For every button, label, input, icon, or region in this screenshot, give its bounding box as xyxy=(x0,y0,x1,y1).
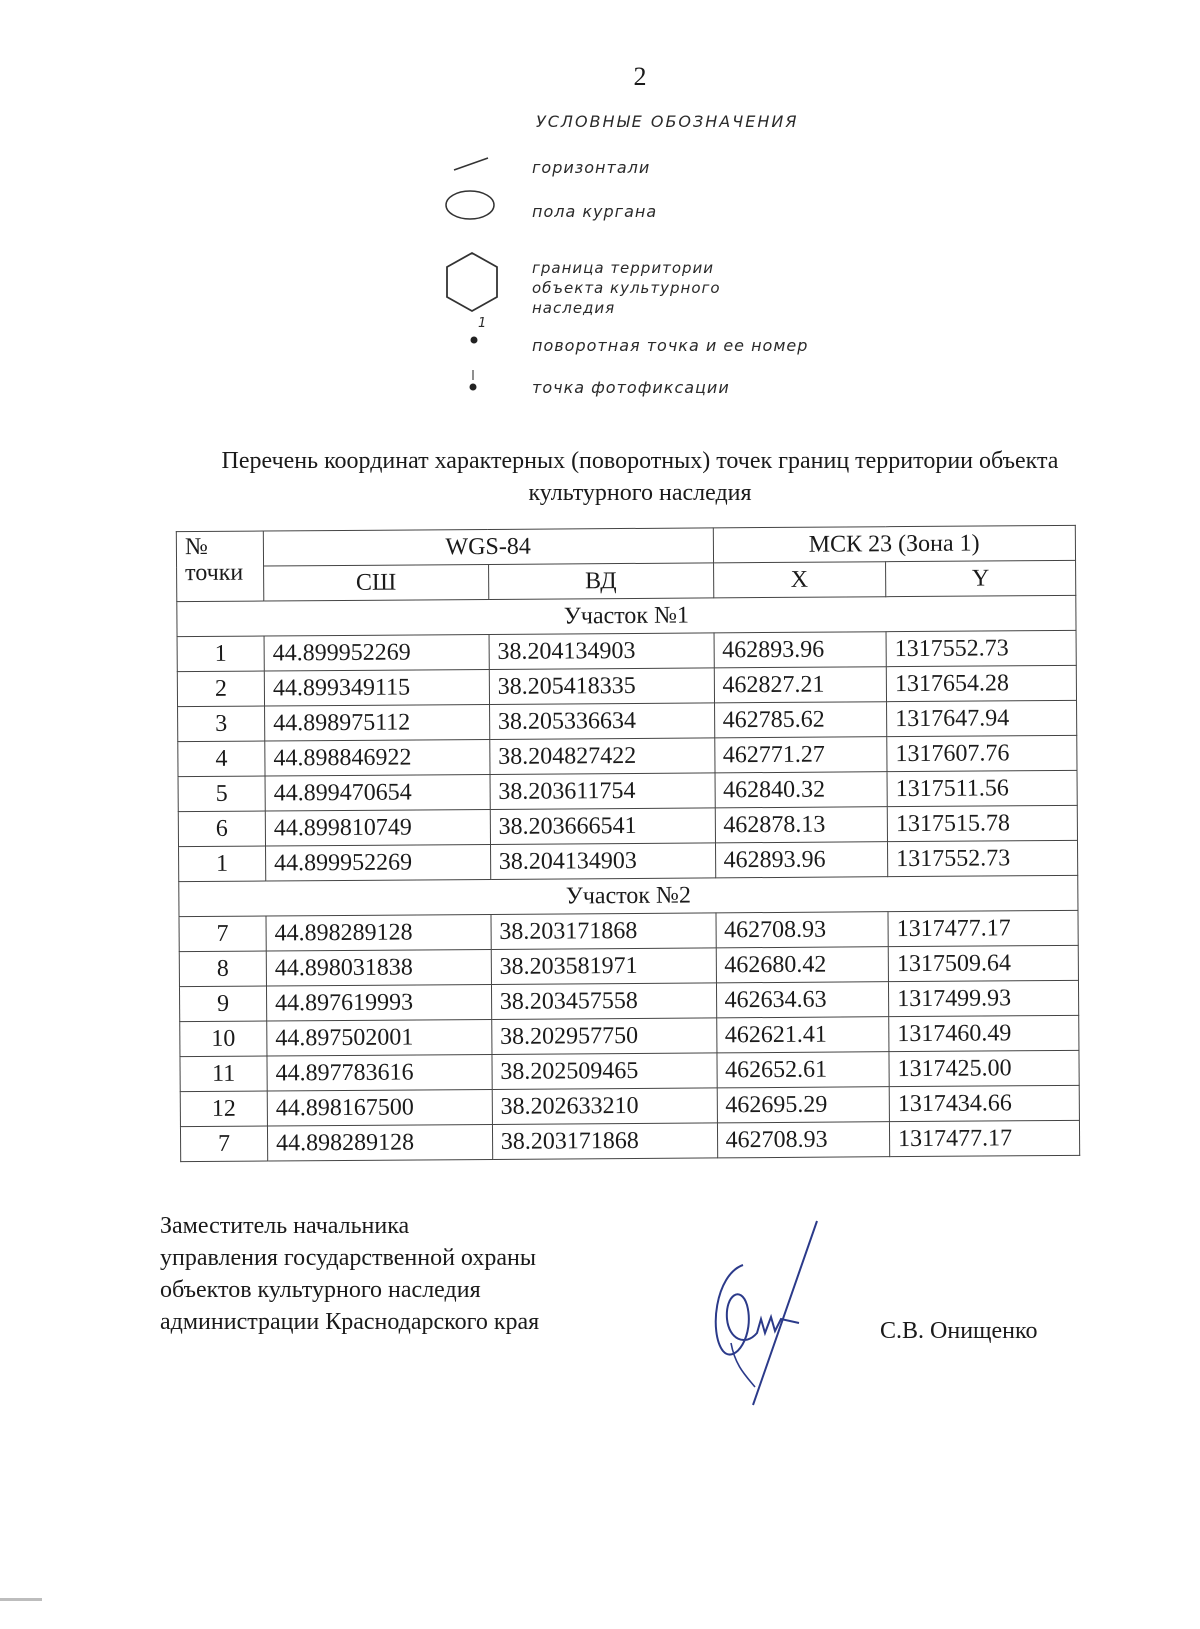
table-row xyxy=(180,1085,1079,1126)
header-x: X xyxy=(713,562,886,598)
table-row xyxy=(179,980,1078,1021)
cell-point-number: 1 xyxy=(179,846,266,882)
cell-latitude: 44.899470654 xyxy=(265,774,490,811)
signer-position-line: объектов культурного наследия xyxy=(160,1277,481,1303)
signer-position-line: управления государственной охраны xyxy=(160,1245,536,1271)
contour-line-icon xyxy=(452,154,492,174)
cell-y: 1317654.28 xyxy=(886,665,1076,701)
cell-point-number: 7 xyxy=(180,1126,267,1162)
cell-point-number: 10 xyxy=(180,1021,267,1057)
cell-x: 462840.32 xyxy=(715,772,888,808)
cell-x: 462621.41 xyxy=(716,1017,889,1053)
scan-edge-mark xyxy=(0,1598,42,1601)
header-y: Y xyxy=(886,560,1076,596)
signer-position-line: администрации Краснодарского края xyxy=(160,1309,540,1335)
cell-latitude: 44.898289128 xyxy=(266,914,491,951)
header-msk23: МСК 23 (Зона 1) xyxy=(713,525,1076,563)
cell-x: 462708.93 xyxy=(715,912,888,948)
cell-y: 1317515.78 xyxy=(887,805,1077,841)
cell-y: 1317499.93 xyxy=(889,980,1079,1016)
cell-x: 462634.63 xyxy=(716,982,889,1018)
cell-latitude: 44.898031838 xyxy=(266,949,491,986)
cell-y: 1317509.64 xyxy=(888,945,1078,981)
cell-y: 1317477.17 xyxy=(889,1120,1079,1156)
cell-x: 462785.62 xyxy=(714,702,887,738)
cell-point-number: 11 xyxy=(180,1056,267,1092)
turning-point-icon xyxy=(468,334,480,346)
section-title: Участок №2 xyxy=(179,875,1078,916)
cell-y: 1317425.00 xyxy=(889,1050,1079,1086)
cell-point-number: 7 xyxy=(179,916,266,952)
table-row xyxy=(178,735,1077,776)
cell-longitude: 38.205418335 xyxy=(489,668,714,705)
table-row xyxy=(178,805,1077,846)
header-latitude: СШ xyxy=(264,564,489,601)
cell-x: 462680.42 xyxy=(716,947,889,983)
signer-position xyxy=(160,1210,620,1338)
cell-x: 462652.61 xyxy=(716,1052,889,1088)
cell-point-number: 8 xyxy=(179,951,266,987)
cell-point-number: 6 xyxy=(178,811,265,847)
cell-x: 462893.96 xyxy=(714,632,887,668)
cell-y: 1317511.56 xyxy=(887,770,1077,806)
header-point-number: № точки xyxy=(176,531,263,602)
cell-x: 462695.29 xyxy=(717,1087,890,1123)
cell-latitude: 44.898975112 xyxy=(265,704,490,741)
legend-label-turning-point: поворотная точка и ее номер xyxy=(532,336,809,355)
cell-longitude: 38.203171868 xyxy=(492,1123,717,1160)
legend-label-mound: пола кургана xyxy=(532,202,658,221)
cell-point-number: 12 xyxy=(180,1091,267,1127)
cell-latitude: 44.898846922 xyxy=(265,739,490,776)
cell-point-number: 2 xyxy=(177,671,264,707)
coordinates-body xyxy=(177,595,1080,1161)
cell-latitude: 44.899952269 xyxy=(266,844,491,881)
legend-label-photo-point: точка фотофиксации xyxy=(532,378,730,397)
cell-x: 462708.93 xyxy=(717,1122,890,1158)
cell-latitude: 44.899810749 xyxy=(265,809,490,846)
cell-latitude: 44.899349115 xyxy=(264,669,489,706)
cell-point-number: 3 xyxy=(178,706,265,742)
ellipse-icon xyxy=(444,188,500,224)
cell-y: 1317552.73 xyxy=(888,840,1078,876)
cell-latitude: 44.897619993 xyxy=(266,984,491,1021)
cell-y: 1317607.76 xyxy=(887,735,1077,771)
table-row xyxy=(177,665,1076,706)
cell-latitude: 44.897502001 xyxy=(267,1019,492,1056)
turning-point-marker: 1 xyxy=(478,316,488,331)
page-number: 2 xyxy=(633,62,647,91)
cell-latitude: 44.898167500 xyxy=(267,1089,492,1126)
cell-longitude: 38.203581971 xyxy=(491,948,716,985)
cell-longitude: 38.203457558 xyxy=(491,983,716,1020)
cell-x: 462827.21 xyxy=(714,667,887,703)
cell-latitude: 44.898289128 xyxy=(267,1124,492,1161)
cell-point-number: 4 xyxy=(178,741,265,777)
cell-longitude: 38.203611754 xyxy=(490,773,715,810)
legend-heading: УСЛОВНЫЕ ОБОЗНАЧЕНИЯ xyxy=(536,112,799,131)
cell-point-number: 1 xyxy=(177,636,264,672)
legend-label-boundary: граница территории объекта культурного наследия xyxy=(532,259,721,317)
cell-longitude: 38.202633210 xyxy=(492,1088,717,1125)
photo-point-icon xyxy=(466,368,480,394)
cell-y: 1317477.17 xyxy=(888,910,1078,946)
table-row xyxy=(178,770,1077,811)
header-wgs84: WGS-84 xyxy=(263,528,713,566)
cell-y: 1317552.73 xyxy=(886,630,1076,666)
cell-y: 1317434.66 xyxy=(889,1085,1079,1121)
table-row xyxy=(179,910,1078,951)
signer-position-line: Заместитель начальника xyxy=(160,1213,410,1239)
table-row xyxy=(179,945,1078,986)
cell-point-number: 5 xyxy=(178,776,265,812)
cell-longitude: 38.202509465 xyxy=(492,1053,717,1090)
document-title: Перечень координат характерных (поворотных) точек границ территории объекта культурного наследия xyxy=(221,448,1059,506)
table-row xyxy=(180,1015,1079,1056)
cell-y: 1317460.49 xyxy=(889,1015,1079,1051)
cell-latitude: 44.899952269 xyxy=(264,634,489,671)
section-title: Участок №1 xyxy=(177,595,1076,636)
cell-longitude: 38.204134903 xyxy=(490,843,715,880)
cell-x: 462878.13 xyxy=(715,807,888,843)
cell-y: 1317647.94 xyxy=(887,700,1077,736)
signer-name: С.В. Онищенко xyxy=(880,1318,1038,1344)
cell-point-number: 9 xyxy=(179,986,266,1022)
cell-longitude: 38.203171868 xyxy=(491,913,716,950)
table-row xyxy=(177,630,1076,671)
header-longitude: ВД xyxy=(488,563,713,600)
table-row xyxy=(178,700,1077,741)
table-row xyxy=(180,1120,1079,1161)
cell-x: 462771.27 xyxy=(714,737,887,773)
legend-label-contours: горизонтали xyxy=(532,158,651,177)
table-row xyxy=(180,1050,1079,1091)
cell-longitude: 38.203666541 xyxy=(490,808,715,845)
hexagon-icon xyxy=(442,250,502,316)
legend xyxy=(450,110,910,410)
cell-longitude: 38.205336634 xyxy=(489,703,714,740)
cell-latitude: 44.897783616 xyxy=(267,1054,492,1091)
cell-longitude: 38.204134903 xyxy=(489,633,714,670)
table-row xyxy=(179,840,1078,881)
coordinates-table xyxy=(176,525,1080,1162)
cell-longitude: 38.202957750 xyxy=(491,1018,716,1055)
cell-x: 462893.96 xyxy=(715,842,888,878)
handwritten-signature xyxy=(695,1215,835,1415)
cell-longitude: 38.204827422 xyxy=(490,738,715,775)
